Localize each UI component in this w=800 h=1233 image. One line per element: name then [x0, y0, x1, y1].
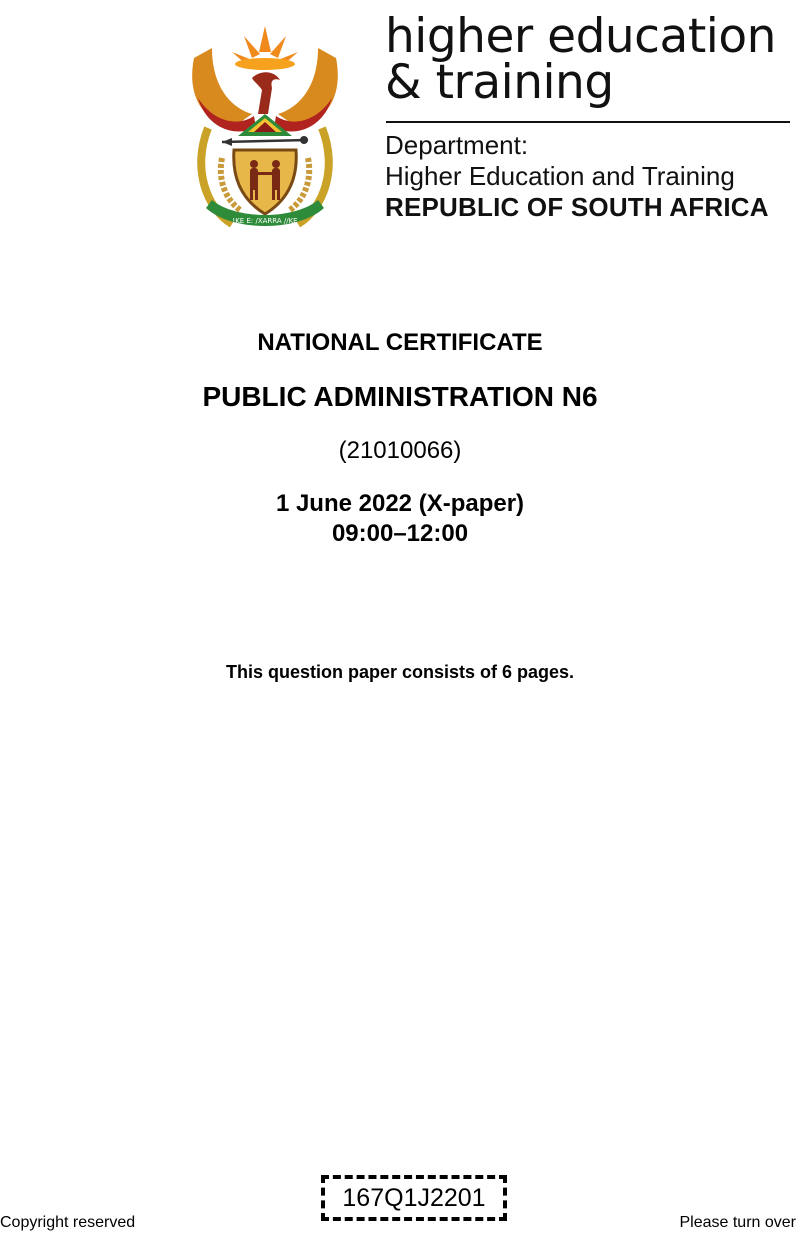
subject-title: PUBLIC ADMINISTRATION N6 — [202, 381, 598, 412]
turn-over-text: Please turn over — [679, 1214, 796, 1231]
paper-code-box — [321, 1175, 507, 1221]
coat-of-arms-icon — [182, 18, 348, 242]
pages-note: This question paper consists of 6 pages. — [225, 662, 575, 682]
department-label: Department: — [385, 130, 529, 160]
svg-text:!KE E: /XARRA //KE: !KE E: /XARRA //KE — [232, 217, 298, 225]
country-name: REPUBLIC OF SOUTH AFRICA — [385, 192, 769, 222]
copyright-text: Copyright reserved — [0, 1214, 136, 1231]
department-name: Higher Education and Training — [385, 161, 735, 191]
brand-line-1: higher education — [385, 9, 776, 64]
paper-code: 167Q1J2201 — [342, 1183, 486, 1212]
exam-date: 1 June 2022 (X-paper) — [275, 490, 525, 517]
exam-time: 09:00–12:00 — [331, 520, 469, 547]
brand-line-2: & training — [385, 55, 614, 110]
certificate-title: NATIONAL CERTIFICATE — [257, 329, 543, 356]
subject-code: (21010066) — [338, 437, 462, 464]
header-divider — [386, 121, 790, 123]
